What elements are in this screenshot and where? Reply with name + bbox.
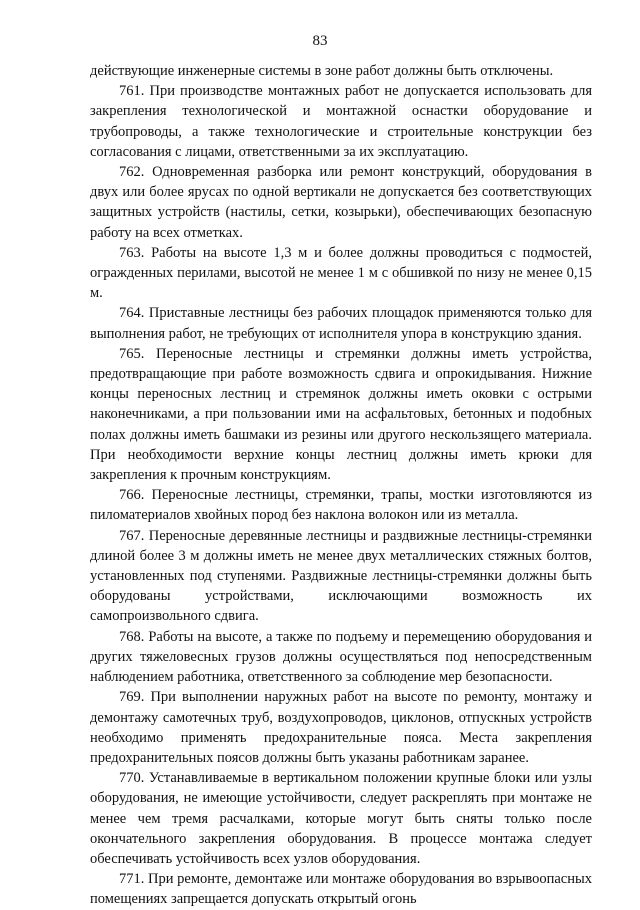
paragraph-771: 771. При ремонте, демонтаже или монтаже оборудования во взрывоопасных помещениях запрещается допускать открытый огонь [90, 871, 592, 908]
paragraph-768: 768. Работы на высоте, а также по подъему и перемещению оборудования и других тяжеловесных грузов должны осуществляться под непосредственным наблюдением работника, ответственного за соблюдение мер безопасности. [90, 628, 592, 686]
paragraph-762: 762. Одновременная разборка или ремонт конструкций, оборудования в двух или более ярусах по одной вертикали не допускается без соответствующих защитных устройств (настилы, сетки, козырьки), обеспечивающих безопасную работу на всех отметках. [90, 164, 592, 241]
paragraph-761: 761. При производстве монтажных работ не допускается использовать для закрепления технологической и монтажной оснастки оборудование и трубопроводы, а также технологические и строительные конструкции без согласования с лицами, ответственными за их эксплуатацию. [90, 83, 592, 160]
page-number: 83 [312, 33, 328, 49]
paragraph-770: 770. Устанавливаемые в вертикальном положении крупные блоки или узлы оборудования, не имеющие устойчивости, следует раскреплять при монтаже не менее чем тремя расчалками, которые могут быть сняты только после окончательного закрепления оборудования. В процессе монтажа следует обеспечивать устойчивость всех узлов оборудования. [90, 770, 592, 867]
paragraph-765: 765. Переносные лестницы и стремянки должны иметь устройства, предотвращающие при работе возможность сдвига и опрокидывания. Нижние концы переносных лестниц и стремянок должны иметь оковки с острыми наконечниками, а при пользовании ими на асфальтовых, бетонных и подобных полах должны иметь башмаки из резины или другого нескользящего материала. При необходимости верхние концы лестниц должны иметь крюки для закрепления к прочным конструкциям. [90, 345, 592, 484]
paragraph-continuation: действующие инженерные системы в зоне работ должны быть отключены. [90, 63, 554, 79]
document-body [90, 61, 592, 910]
paragraph-763: 763. Работы на высоте 1,3 м и более должны проводиться с подмостей, огражденных перилами, высотой не менее 1 м с обшивкой по низу не менее 0,15 м. [90, 244, 592, 302]
paragraph-764: 764. Приставные лестницы без рабочих площадок применяются только для выполнения работ, не требующих от исполнителя упора в конструкцию здания. [90, 305, 592, 342]
paragraph-769: 769. При выполнении наружных работ на высоте по ремонту, монтажу и демонтажу самотечных труб, воздухопроводов, циклонов, отпускных устройств необходимо применять предохранительные пояса. Места закрепления предохранительных поясов должны быть указаны работникам заранее. [90, 689, 592, 766]
paragraph-766: 766. Переносные лестницы, стремянки, трапы, мостки изготовляются из пиломатериалов хвойных пород без наклона волокон или из металла. [90, 487, 592, 524]
paragraph-767: 767. Переносные деревянные лестницы и раздвижные лестницы-стремянки длиной более 3 м должны иметь не менее двух металлических стяжных болтов, установленных под ступенями. Раздвижные лестницы-стремянки должны быть оборудованы устройствами, исключающими возможность их самопроизвольного сдвига. [90, 527, 592, 625]
